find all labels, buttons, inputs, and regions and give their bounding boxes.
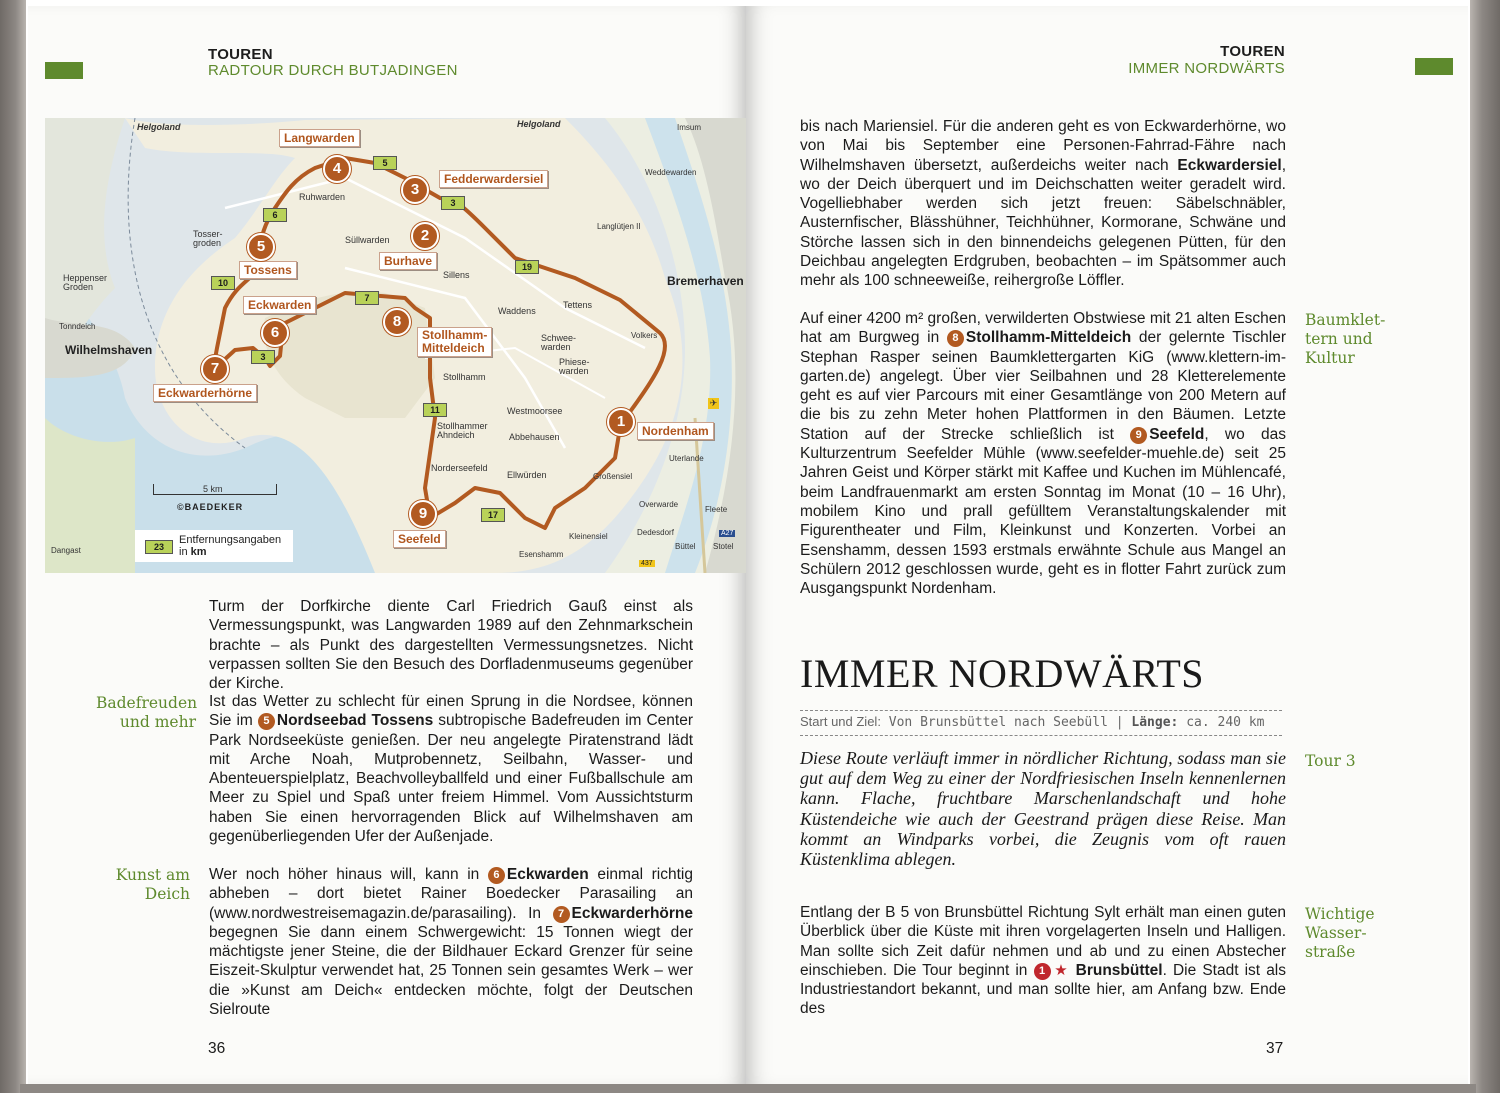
map-place-schweewarden: Schwee- warden bbox=[541, 333, 577, 352]
left-page-number: 36 bbox=[208, 1040, 226, 1057]
km-box: 10 bbox=[211, 276, 235, 290]
map-place-volkers: Volkers bbox=[631, 331, 658, 340]
right-header-title: TOUREN bbox=[1220, 43, 1285, 60]
para-text: begegnen Sie dann einem Schwergewicht: 15 Tonnen wiegt der mächtigste jener Steine, die der Bildhauer Eckard Grenzer für seine Eiszeit-Skulptur verwendet hat, 25 Tonnen sein gesamtes Werk – wer die »Kunst am Deich« entdecken möchte, folgt der Deutschen Sielroute bbox=[209, 923, 693, 1019]
map-place-helgoland-2: Helgoland bbox=[517, 119, 561, 129]
stop-label-stollhamm-mitteldeich: Stollhamm- Mitteldeich bbox=[417, 327, 492, 357]
map-place-weddewarden: Weddewarden bbox=[645, 168, 697, 177]
map-road-437: 437 bbox=[641, 560, 653, 567]
km-box: 7 bbox=[355, 291, 379, 305]
stop-marker-5: 5 bbox=[247, 233, 275, 261]
stop-marker-3: 3 bbox=[401, 176, 429, 204]
poi-name-stollhamm-mitteldeich: Stollhamm-Mitteldeich bbox=[965, 329, 1132, 347]
map-place-sillens: Sillens bbox=[443, 270, 470, 280]
map-place-abbehausen: Abbehausen bbox=[509, 432, 560, 442]
length-value: ca. 240 km bbox=[1186, 715, 1265, 730]
map-place-imsum: Imsum bbox=[677, 123, 701, 132]
map-place-bremerhaven: Bremerhaven bbox=[667, 274, 744, 288]
right-paragraph-1 bbox=[800, 117, 1286, 291]
km-box: 3 bbox=[441, 196, 465, 210]
section-title: IMMER NORDWÄRTS bbox=[800, 651, 1205, 696]
poi-name-eckwarden: Eckwarden bbox=[506, 866, 589, 883]
margin-note-wasserstrasse: Wichtige Wasser- straße bbox=[1305, 905, 1375, 961]
para-text: Ist das Wetter zu schlecht für einen Sprung in die Nordsee, können Sie im bbox=[209, 693, 693, 730]
poi-name-seefeld: Seefeld bbox=[1149, 425, 1205, 443]
book-edge-left bbox=[0, 0, 26, 1093]
stop-label-burhave: Burhave bbox=[379, 252, 437, 270]
stop-marker-6: 6 bbox=[261, 319, 289, 347]
stop-marker-9: 9 bbox=[409, 500, 437, 528]
map-place-kleinensiel: Kleinensiel bbox=[569, 532, 608, 541]
stop-label-seefeld: Seefeld bbox=[393, 530, 446, 548]
map-place-stollhammer-ahndeich: Stollhammer Ahndeich bbox=[437, 421, 488, 440]
right-header-subtitle: IMMER NORDWÄRTS bbox=[1128, 60, 1285, 77]
length-label: Länge: bbox=[1131, 715, 1179, 730]
map-place-dangast: Dangast bbox=[51, 546, 81, 555]
tour-intro: Diese Route verläuft immer in nördlicher Richtung, sodass man sie gut auf dem Weg zu einer der Nordfriesischen Inseln kennenlernen kann. Flache, fruchtbare Marschenlandschaft und hohe Küstendeiche wie auch der Geestrand prägen diese Reise. Man kommt an Windparks vorbei, die Zeugnis vom oft rauen Küstenklima ablegen. bbox=[800, 748, 1286, 870]
poi-number-1: 1 bbox=[1034, 963, 1051, 980]
right-paragraph-3 bbox=[800, 903, 1286, 1019]
map-place-wilhelmshaven: Wilhelmshaven bbox=[65, 343, 153, 357]
poi-number-8: 8 bbox=[947, 330, 964, 347]
stop-label-eckwarderhoerne: Eckwarderhörne bbox=[153, 384, 257, 402]
map-place-phiesewarden: Phiese- warden bbox=[559, 357, 590, 376]
para-text: bis nach Mariensiel. Für die anderen geht es von Eckwarderhörne, wo von Mai bis September eine Personen-Fahrrad-Fähre nach Wilhelmshaven übersetzt, außerdeichs weiter nach bbox=[800, 118, 1286, 174]
map-place-dedesdorf: Dedesdorf bbox=[637, 528, 674, 537]
map-place-langluetjen: Langlütjen II bbox=[597, 222, 641, 231]
left-paragraph-3 bbox=[209, 865, 693, 1019]
stop-label-nordenham: Nordenham bbox=[637, 422, 714, 440]
map-place-ellwuerden: Ellwürden bbox=[507, 470, 547, 480]
km-box: 17 bbox=[481, 508, 505, 522]
stop-marker-4: 4 bbox=[323, 155, 351, 183]
right-paragraph-2 bbox=[800, 309, 1286, 598]
km-box: 6 bbox=[263, 208, 287, 222]
map-place-stotel: Stotel bbox=[713, 542, 734, 551]
route-info-line bbox=[800, 710, 1282, 736]
map-place-uterlande: Uterlande bbox=[669, 454, 704, 463]
map-place-westmoorsee: Westmoorsee bbox=[507, 406, 563, 416]
map-place-helgoland-1: Helgoland bbox=[137, 122, 181, 132]
stop-label-langwarden: Langwarden bbox=[279, 129, 360, 147]
map-place-overwarde: Overwarde bbox=[639, 500, 679, 509]
stop-label-tossens: Tossens bbox=[239, 261, 297, 279]
para-text: subtropische Badefreuden im Center Park Nordseeküste genießen. Der neu angelegte Piratenstrand lädt mit Arche Noah, Mutprobennetz, Seilbahn, Wasser- und Abenteuerspielplatz, Beachvolleyballfeld und einer Fußballschule am Meer zu Spiel und Spaß unter freiem Himmel. Vom Aussichtsturm haben Sie einen hervorragenden Blick auf Wilhelmshaven am gegenüberliegenden Ufer der Außenjade. bbox=[209, 712, 693, 846]
map-place-grossensiel: Großensiel bbox=[593, 472, 633, 481]
map-road-a27: A27 bbox=[721, 530, 734, 537]
star-icon: ★ bbox=[1052, 961, 1070, 979]
km-box: 3 bbox=[251, 350, 275, 364]
para-text: , wo der Deich überquert und im Deichschatten weiter geradelt wird. Vogelliebhaber werden sich jetzt freuen: Säbelschnäbler, Austernfischer, Blässhühner, Teichhühner, Kormorane, Schwäne und Störche lassen sich in den binnendeichs gelegenen Pütten, für den Deichbau angelegten Erdgruben, beobachten – im Spätsommer auch mehr als 100 schneeweiße, reihergroße Löffler. bbox=[800, 156, 1286, 290]
map-place-tonndeich: Tonndeich bbox=[59, 322, 96, 331]
map-place-waddens: Waddens bbox=[498, 306, 536, 316]
para-text: der gelernte Tischler Stephan Rasper seinen Baumklettergarten KiG (www.klettern-im-garten.de) angelegt. Über vier Seilbahnen und 28 Kletterelemente geht es auf vier Parcours mit einer Gesamtlänge von 200 Metern auf die bis zu zehn Meter hohen Plattformen in den Bäumen. Letzte Station auf der Strecke schließlich ist bbox=[800, 329, 1286, 443]
start-value: Von Brunsbüttel nach Seebüll bbox=[888, 715, 1108, 730]
left-header-title: TOUREN bbox=[208, 46, 273, 63]
km-box: 11 bbox=[423, 403, 447, 417]
separator: | bbox=[1115, 715, 1132, 730]
para-text: Entlang der B 5 von Brunsbüttel Richtung Sylt erhält man einen guten Überblick über die Küste mit ihren vorgelagerten Inseln und Halligen. Man sollte sich Zeit dafür nehmen und ab und zu einen Abstecher einschieben. Die Tour beginnt in bbox=[800, 904, 1286, 979]
map-legend bbox=[135, 530, 293, 562]
km-box: 5 bbox=[373, 156, 397, 170]
map-place-stollhamm: Stollhamm bbox=[443, 372, 486, 382]
margin-note-tour: Tour 3 bbox=[1305, 752, 1356, 770]
legend-unit-km: km bbox=[190, 546, 207, 558]
stop-marker-8: 8 bbox=[383, 308, 411, 336]
poi-number-9: 9 bbox=[1130, 427, 1147, 444]
right-page-number: 37 bbox=[1266, 1040, 1284, 1057]
map-place-ruhwarden: Ruhwarden bbox=[299, 192, 346, 202]
map-place-buettel: Büttel bbox=[675, 542, 696, 551]
airport-icon: ✈ bbox=[709, 398, 718, 408]
map-place-tossergroden: Tosser- groden bbox=[193, 229, 223, 248]
poi-name-brunsbuettel: Brunsbüttel bbox=[1075, 961, 1163, 979]
stop-label-eckwarden: Eckwarden bbox=[243, 296, 316, 314]
poi-name-eckwarderhoerne: Eckwarderhörne bbox=[571, 904, 693, 922]
book-bottom-edge bbox=[20, 1084, 1476, 1093]
poi-number-5: 5 bbox=[258, 713, 275, 730]
margin-note-kunst: Kunst am Deich bbox=[115, 866, 190, 903]
map-place-norderseefeld: Norderseefeld bbox=[431, 463, 488, 473]
legend-label: Entfernungsangaben bbox=[179, 534, 282, 546]
stop-marker-7: 7 bbox=[201, 355, 229, 383]
stop-marker-1: 1 bbox=[607, 408, 635, 436]
poi-number-7: 7 bbox=[553, 906, 570, 923]
poi-name-tossens: Nordseebad Tossens bbox=[276, 712, 434, 730]
poi-number-6: 6 bbox=[488, 867, 505, 884]
margin-note-baumklettern: Baumklet- tern und Kultur bbox=[1305, 311, 1386, 367]
para-text: Wer noch höher hinaus will, kann in bbox=[209, 866, 488, 883]
legend-text bbox=[179, 534, 281, 558]
left-header-bar bbox=[45, 62, 83, 79]
left-header-subtitle: RADTOUR DURCH BUTJADINGEN bbox=[208, 62, 458, 79]
map-place-tettens: Tettens bbox=[563, 300, 593, 310]
para-text: , wo das Kulturzentrum Seefelder Mühle (www.seefelder-muehle.de) seit 25 Jahren Geist und Körper stärkt mit Kaffee und Kuchen im Mühlencafé, beim Landfrauenmarkt am ersten Sonntag im Monat (10 – 16 Uhr), mobilem Kino und prall gefülltem Veranstaltungskalender mit Figurentheater und Film, Kleinkunst und Konzerten. Vorbei an Esenshamm, dessen 1593 erstmals erwähnte Schule aus Mangel an Schülern 2012 geschlossen wurde, geht es in flotter Fahrt zurück zum Ausgangspunkt Nordenham. bbox=[800, 425, 1286, 598]
place-eckwardersiel: Eckwardersiel bbox=[1177, 156, 1282, 174]
para-text: . Die Stadt ist als Industriestandort bekannt, und man sollte hier, am Anfang bzw. Ende des bbox=[800, 961, 1287, 1018]
route-map bbox=[45, 118, 748, 573]
left-paragraph-1: Turm der Dorfkirche diente Carl Friedrich Gauß einst als Vermessungspunkt, was Langwarden 1989 auf den Zehnmarkschein brachte – als Punkt des dargestellten Vermessungsnetzes. Nicht verpassen sollten Sie den Besuch des Dorfladenmuseums gegenüber der Kirche. bbox=[209, 598, 693, 693]
left-paragraph-2 bbox=[209, 692, 693, 846]
map-scale-label: 5 km bbox=[203, 484, 223, 494]
start-label: Start und Ziel: bbox=[800, 714, 881, 729]
map-place-esenshamm: Esenshamm bbox=[519, 550, 564, 559]
book-edge-right bbox=[1470, 0, 1500, 1093]
stop-label-fedderwardersiel: Fedderwardersiel bbox=[439, 170, 548, 188]
margin-note-badefreuden: Badefreuden und mehr bbox=[96, 694, 198, 731]
map-place-heppenser-groden: Heppenser Groden bbox=[63, 273, 108, 292]
map-place-suellwarden: Süllwarden bbox=[345, 235, 390, 245]
legend-unit-in: in bbox=[179, 546, 188, 558]
legend-km-box: 23 bbox=[145, 540, 173, 554]
para-text: Auf einer 4200 m² großen, verwilderten Obstwiese mit 21 alten Eschen hat am Burgweg in bbox=[800, 310, 1286, 347]
map-place-fleete: Fleete bbox=[705, 505, 728, 514]
para-text: einmal richtig abheben – dort bietet Rainer Boedecker Parasailing an (www.nordwestreisemagazin.de/parasailing). In bbox=[209, 866, 693, 922]
km-box: 19 bbox=[515, 260, 539, 274]
right-header-bar bbox=[1415, 58, 1453, 75]
stop-marker-2: 2 bbox=[411, 222, 439, 250]
map-brand: ©BAEDEKER bbox=[177, 502, 244, 512]
